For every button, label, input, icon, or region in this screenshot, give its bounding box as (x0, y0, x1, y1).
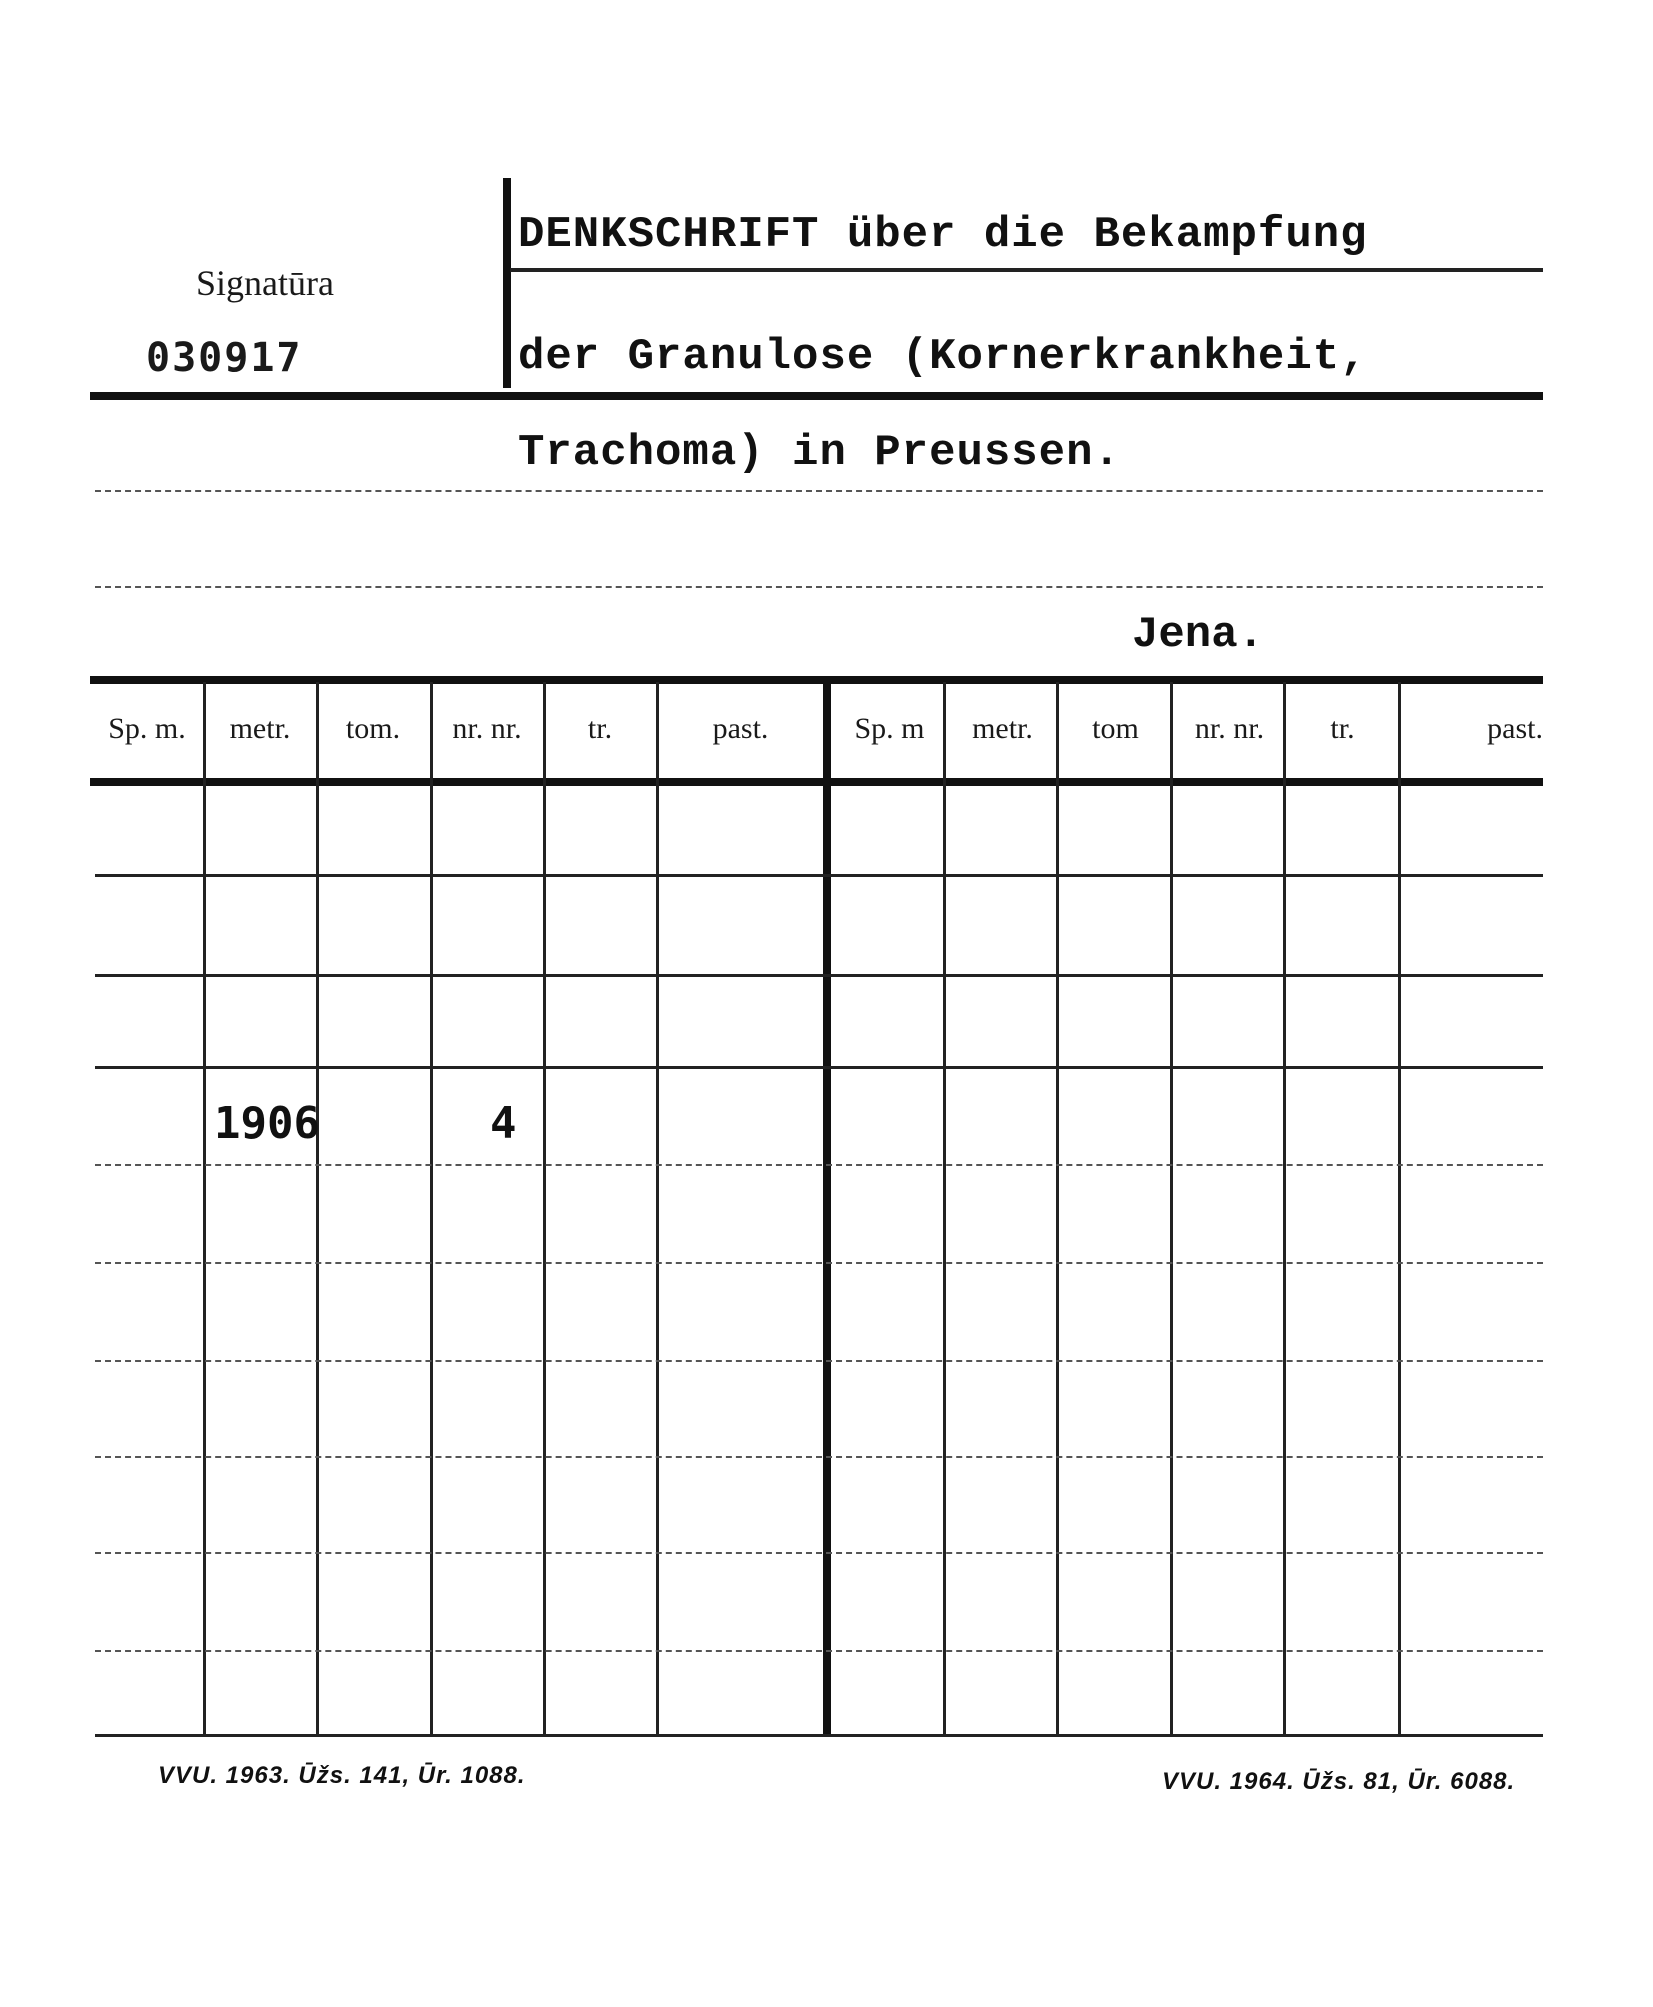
col-header-tr-left: tr. (587, 712, 613, 745)
row-rule (95, 1066, 1543, 1069)
title-underline-1 (510, 268, 1543, 272)
col-sep (943, 682, 946, 1734)
table-top-rule (90, 676, 1543, 684)
table-center-divider (823, 682, 831, 1734)
col-sep (1170, 682, 1173, 1734)
col-header-sp-m-left: Sp. m. (108, 712, 186, 745)
header-rule (90, 392, 1543, 400)
col-sep (1056, 682, 1059, 1734)
row-rule (95, 1650, 1543, 1652)
col-header-tom-right: tom (1092, 712, 1139, 745)
signature-label: Signatūra (196, 263, 334, 303)
row-rule (95, 1360, 1543, 1362)
row-rule (95, 1164, 1543, 1166)
table-bottom-rule (95, 1734, 1543, 1737)
col-header-past-left: past. (712, 712, 769, 745)
col-header-tom-left: tom. (345, 712, 401, 745)
dotted-rule-2 (95, 586, 1543, 588)
footer-note-right: VVU. 1964. Ūžs. 81, Ūr. 6088. (1162, 1768, 1516, 1795)
row-rule (95, 1456, 1543, 1458)
col-header-metr-right: metr. (972, 712, 1033, 745)
col-sep (430, 682, 433, 1734)
row-rule (95, 974, 1543, 977)
col-sep (1283, 682, 1286, 1734)
signature-number: 030917 (146, 335, 303, 381)
title-line-3: Trachoma) in Preussen. (518, 428, 1121, 478)
place-of-publication: Jena. (1132, 610, 1265, 660)
col-sep (1398, 682, 1401, 1734)
row-rule (95, 1552, 1543, 1554)
col-sep (203, 682, 206, 1734)
table-header-rule (90, 778, 1543, 786)
row-rule (95, 1262, 1543, 1264)
row-rule (95, 874, 1543, 877)
col-header-metr-left: metr. (229, 712, 291, 745)
col-sep (316, 682, 319, 1734)
col-sep (543, 682, 546, 1734)
col-sep (656, 682, 659, 1734)
col-header-nr-right: nr. nr. (1194, 712, 1265, 745)
title-line-2: der Granulose (Kornerkrankheit, (518, 332, 1368, 382)
col-header-nr-left: nr. nr. (452, 712, 522, 745)
entry-nr-nr: 4 (490, 1098, 517, 1149)
header-divider (503, 178, 511, 388)
col-header-past-right: past. (1487, 712, 1543, 745)
col-header-sp-m-right: Sp. m (854, 712, 925, 745)
entry-metr: 1906 (214, 1098, 320, 1149)
title-line-1: DENKSCHRIFT über die Bekampfung (518, 210, 1368, 260)
dotted-rule-1 (95, 490, 1543, 492)
col-header-tr-right: tr. (1330, 712, 1355, 745)
footer-note-left: VVU. 1963. Ūžs. 141, Ūr. 1088. (158, 1762, 526, 1789)
